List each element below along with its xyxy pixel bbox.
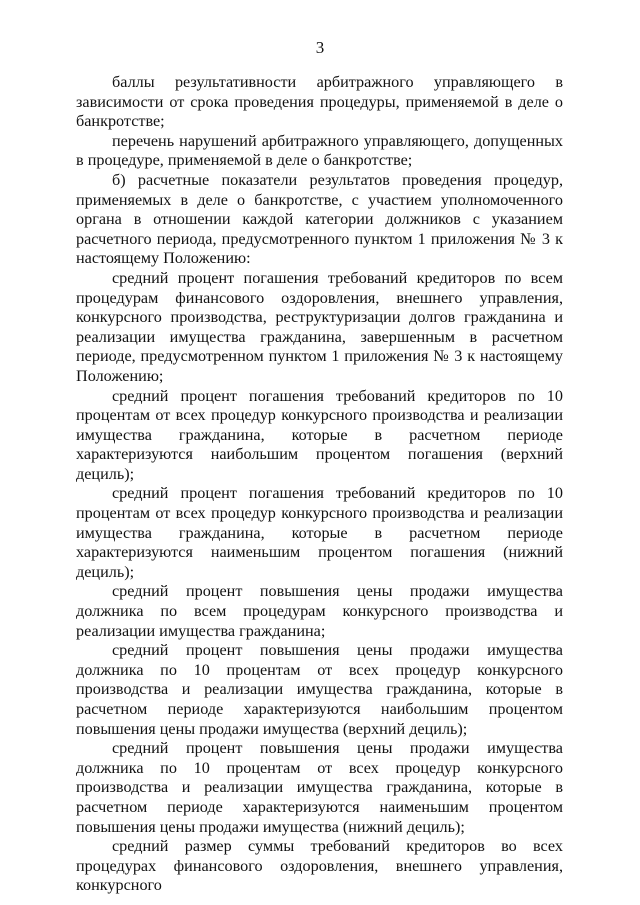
page-number: 3	[315, 38, 325, 57]
paragraph: средний размер суммы требований кредиторов во всех процедурах финансового оздоровления, внешнего управления, конкурсного	[76, 837, 563, 895]
paragraph: средний процент погашения требований кредиторов по всем процедурам финансового оздоровления, внешнего управления, конкурсного производства, реструктуризации долгов гражданина и реализации имущества гражданина, завершенным в расчетном периоде, предусмотренном пунктом 1 приложения № 3 к настоящему Положению;	[76, 268, 563, 385]
paragraph: средний процент погашения требований кредиторов по 10 процентам от всех процедур конкурсного производства и реализации имущества гражданина, которые в расчетном периоде характеризуются наибольшим процентом погашения (верхний дециль);	[76, 386, 563, 483]
paragraph: средний процент повышения цены продажи имущества должника по всем процедурам конкурсного производства и реализации имущества гражданина;	[76, 582, 563, 640]
paragraph: средний процент повышения цены продажи имущества должника по 10 процентам от всех процедур конкурсного производства и реализации имущества гражданина, которые в расчетном периоде характеризуются наибольшим процентом повышения цены продажи имущества (верхний дециль);	[76, 641, 563, 738]
paragraph: перечень нарушений арбитражного управляющего, допущенных в процедуре, применяемой в деле о банкротстве;	[76, 131, 563, 170]
paragraph: баллы результативности арбитражного управляющего в зависимости от срока проведения процедуры, применяемой в деле о банкротстве;	[76, 73, 563, 131]
document-body	[76, 73, 563, 896]
paragraph: средний процент повышения цены продажи имущества должника по 10 процентам от всех процедур конкурсного производства и реализации имущества гражданина, которые в расчетном периоде характеризуются наименьшим процентом повышения цены продажи имущества (нижний дециль);	[76, 739, 563, 836]
paragraph: средний процент погашения требований кредиторов по 10 процентам от всех процедур конкурсного производства и реализации имущества гражданина, которые в расчетном периоде характеризуются наименьшим процентом погашения (нижний дециль);	[76, 484, 563, 581]
paragraph: б) расчетные показатели результатов проведения процедур, применяемых в деле о банкротстве, с участием уполномоченного органа в отношении каждой категории должников с указанием расчетного периода, предусмотренного пунктом 1 приложения № 3 к настоящему Положению:	[76, 170, 563, 268]
